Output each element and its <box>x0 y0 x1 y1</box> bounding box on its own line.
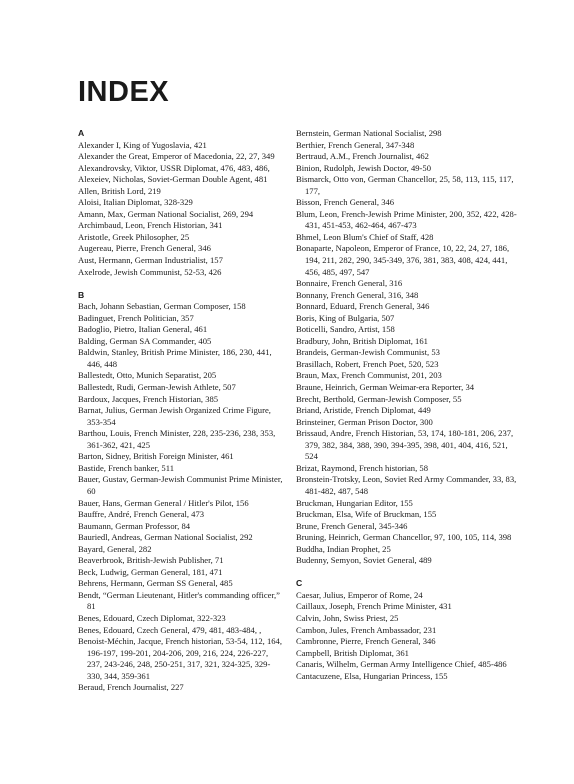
index-entry: Cambon, Jules, French Ambassador, 231 <box>296 624 437 635</box>
index-entry: Caillaux, Joseph, French Prime Minister, 431 <box>296 601 452 612</box>
index-column-left <box>78 128 285 694</box>
index-entry: Benoist-Méchin, Jacque, French historian, 53-54, 112, 164, 196-197, 199-201, 204-206, 209, 216, 224, 226-227, 237, 243-246, 248, 250-251, 317, 321, 324-325, 329-330, 344, 359-361 <box>78 636 282 681</box>
index-entry: Behrens, Hermann, German SS General, 485 <box>78 578 233 589</box>
index-entry: Bonnaire, French General, 316 <box>296 278 403 289</box>
index-entry: Binion, Rudolph, Jewish Doctor, 49-50 <box>296 162 432 173</box>
index-entry: Caesar, Julius, Emperor of Rome, 24 <box>296 589 423 600</box>
index-entry: Bach, Johann Sebastian, German Composer, 158 <box>78 301 246 312</box>
index-entry: Badoglio, Pietro, Italian General, 461 <box>78 324 208 335</box>
index-entry: Cantacuzene, Elsa, Hungarian Princess, 155 <box>296 670 448 681</box>
index-entry: Bruckman, Elsa, Wife of Bruckman, 155 <box>296 509 437 520</box>
index-entry: Briand, Aristide, French Diplomat, 449 <box>296 405 431 416</box>
index-entry: Bauer, Gustav, German-Jewish Communist Prime Minister, 60 <box>78 474 283 496</box>
index-entry: Bonnany, French General, 316, 348 <box>296 289 419 300</box>
index-entry: Barthou, Louis, French Minister, 228, 235-236, 238, 353, 361-362, 421, 425 <box>78 428 276 450</box>
index-entry: Barnat, Julius, German Jewish Organized Crime Figure, 353-354 <box>78 405 271 427</box>
index-entry: Braun, Max, French Communist, 201, 203 <box>296 370 442 381</box>
section-gap <box>78 278 285 290</box>
index-entry: Bhmel, Leon Blum's Chief of Staff, 428 <box>296 231 434 242</box>
index-entry: Beaverbrook, British-Jewish Publisher, 71 <box>78 555 224 566</box>
index-entry: Brandeis, German-Jewish Communist, 53 <box>296 347 440 358</box>
section-letter: A <box>78 128 85 138</box>
index-entry: Brinsteiner, German Prison Doctor, 300 <box>296 416 433 427</box>
index-entry: Buddha, Indian Prophet, 25 <box>296 543 391 554</box>
index-entry: Alexandrovsky, Viktor, USSR Diplomat, 476, 483, 486, <box>78 162 270 173</box>
index-entry: Calvin, John, Swiss Priest, 25 <box>296 612 399 623</box>
index-entry: Bonaparte, Napoleon, Emperor of France, 10, 22, 24, 27, 186, 194, 211, 282, 290, 345-349, 376, 381, 383, 408, 424, 441, 456, 485, 497, 547 <box>296 243 510 277</box>
index-entry: Balding, German SA Commander, 405 <box>78 335 212 346</box>
index-entry: Boris, King of Bulgaria, 507 <box>296 312 395 323</box>
index-entry: Alexander the Great, Emperor of Macedonia, 22, 27, 349 <box>78 151 275 162</box>
section-gap <box>296 567 520 579</box>
index-entry: Bronstein-Trotsky, Leon, Soviet Red Army Commander, 33, 83, 481-482, 487, 548 <box>296 474 517 496</box>
index-entry: Bradbury, John, British Diplomat, 161 <box>296 335 428 346</box>
section-letter: B <box>78 289 85 300</box>
index-entry: Brissaud, Andre, French Historian, 53, 174, 180-181, 206, 237, 379, 382, 384, 388, 390, 394-395, 398, 401, 404, 416, 521, 524 <box>296 428 514 462</box>
index-entry: Aristotle, Greek Philosopher, 25 <box>78 231 190 242</box>
index-entry: Bruning, Heinrich, German Chancellor, 97, 100, 105, 114, 398 <box>296 532 512 543</box>
index-entry: Aloisi, Italian Diplomat, 328-329 <box>78 197 193 208</box>
index-entry: Blum, Leon, French-Jewish Prime Minister, 200, 352, 422, 428-431, 451-453, 462-464, 467-473 <box>296 208 517 231</box>
index-entry: Amann, Max, German National Socialist, 269, 294 <box>78 208 254 219</box>
index-entry: Bardoux, Jacques, French Historian, 385 <box>78 393 219 404</box>
index-entry: Bendt, “German Lieutenant, Hitler's commanding officer,” 81 <box>78 589 280 612</box>
index-entry: Allen, British Lord, 219 <box>78 185 161 196</box>
index-entry: Brizat, Raymond, French historian, 58 <box>296 462 428 473</box>
index-entry: Beraud, French Journalist, 227 <box>78 682 184 693</box>
index-entry: Alexander I, King of Yugoslavia, 421 <box>78 139 207 150</box>
index-entry: Bastide, French banker, 511 <box>78 462 174 473</box>
index-entry: Bonnard, Eduard, French General, 346 <box>296 301 430 312</box>
index-entry: Boticelli, Sandro, Artist, 158 <box>296 324 395 335</box>
index-entry: Brasillach, Robert, French Poet, 520, 523 <box>296 358 439 369</box>
index-entry: Canaris, Wilhelm, German Army Intelligence Chief, 485-486 <box>296 659 507 670</box>
index-entry: Bauffre, André, French General, 473 <box>78 509 205 520</box>
index-entry: Baldwin, Stanley, British Prime Minister, 186, 230, 441, 446, 448 <box>78 347 272 369</box>
index-entry: Benes, Edouard, Czech Diplomat, 322-323 <box>78 612 226 623</box>
index-entry: Bismarck, Otto von, German Chancellor, 25, 58, 113, 115, 117, 177, <box>296 174 514 196</box>
index-entry: Bisson, French General, 346 <box>296 197 395 208</box>
index-entry: Ballestedt, Otto, Munich Separatist, 205 <box>78 370 217 381</box>
index-entry: Baumann, German Professor, 84 <box>78 520 191 531</box>
index-entry: Ballestedt, Rudi, German-Jewish Athlete, 507 <box>78 382 236 393</box>
index-entry: Brune, French General, 345-346 <box>296 520 408 531</box>
index-entry: Benes, Edouard, Czech General, 479, 481, 483-484, , <box>78 624 262 635</box>
index-entry: Berthier, French General, 347-348 <box>296 139 415 150</box>
index-entry: Bauriedl, Andreas, German National Socialist, 292 <box>78 532 253 543</box>
index-column-right <box>296 128 520 682</box>
section-letter: C <box>296 578 303 589</box>
index-entry: Bernstein, German National Socialist, 298 <box>296 128 442 138</box>
index-entry: Campbell, British Diplomat, 361 <box>296 647 409 658</box>
index-entry: Bertraud, A.M., French Journalist, 462 <box>296 151 429 162</box>
index-entry: Axelrode, Jewish Communist, 52-53, 426 <box>78 266 222 277</box>
index-entry: Alexeiev, Nicholas, Soviet-German Double Agent, 481 <box>78 174 268 185</box>
index-entry: Aust, Hermann, German Industrialist, 157 <box>78 255 223 266</box>
index-entry: Bayard, General, 282 <box>78 543 152 554</box>
index-entry: Archimbaud, Leon, French Historian, 341 <box>78 220 223 231</box>
index-entry: Bruckman, Hungarian Editor, 155 <box>296 497 413 508</box>
page-title: INDEX <box>78 76 170 108</box>
index-entry: Beck, Ludwig, German General, 181, 471 <box>78 566 223 577</box>
index-entry: Barton, Sidney, British Foreign Minister, 461 <box>78 451 234 462</box>
index-entry: Budenny, Semyon, Soviet General, 489 <box>296 555 432 566</box>
index-entry: Bauer, Hans, German General / Hitler's Pilot, 156 <box>78 497 249 508</box>
index-entry: Brecht, Berthold, German-Jewish Composer, 55 <box>296 393 462 404</box>
index-entry: Augereau, Pierre, French General, 346 <box>78 243 211 254</box>
index-entry: Braune, Heinrich, German Weimar-era Reporter, 34 <box>296 382 475 393</box>
index-entry: Badinguet, French Politician, 357 <box>78 312 194 323</box>
index-entry: Cambronne, Pierre, French General, 346 <box>296 636 436 647</box>
